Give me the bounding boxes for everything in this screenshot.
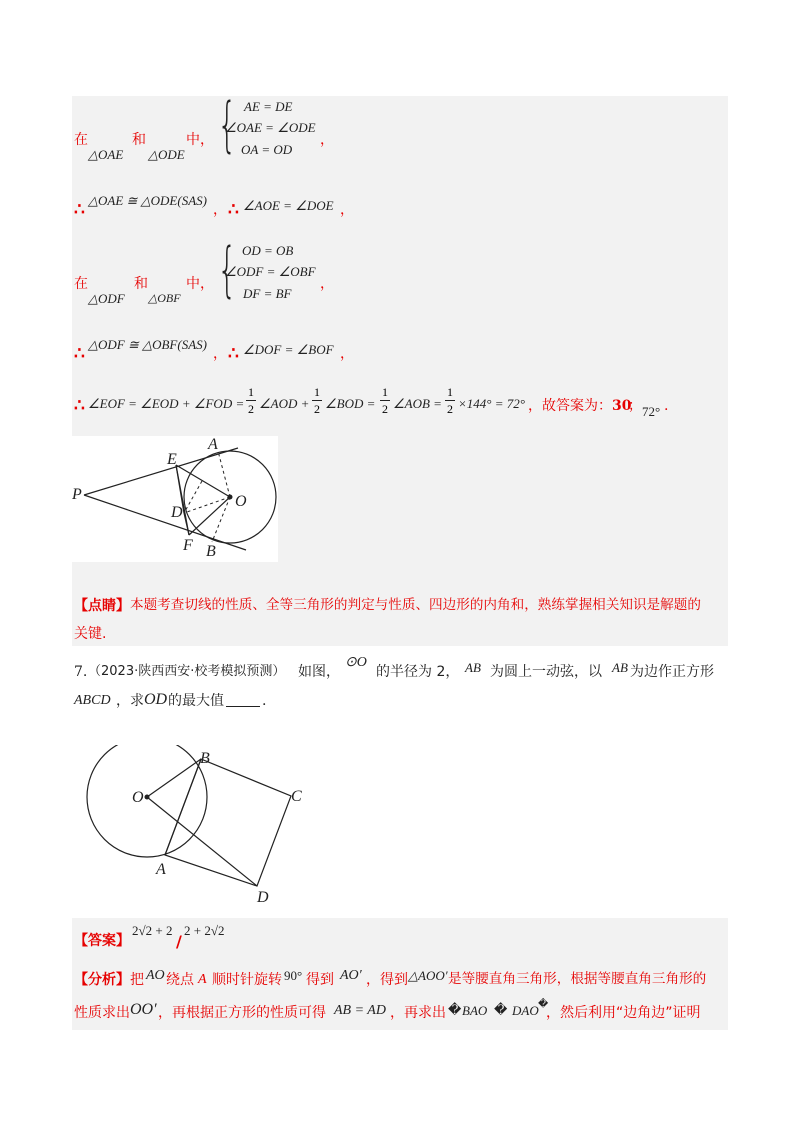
sol5-frac2-den: 2 — [314, 402, 320, 416]
sol2-end: ， — [340, 202, 354, 218]
sol5-frac4 — [445, 386, 455, 415]
sol1-eq1: AE = DE — [244, 99, 293, 114]
fig1-label-f: F — [183, 537, 193, 554]
figure1 — [72, 436, 278, 562]
q7-text-g: . — [262, 693, 267, 709]
sol5-frac3-den: 2 — [382, 402, 388, 416]
sol3-tri2: △OBF — [148, 291, 181, 305]
sol3-mid: 中， — [186, 276, 214, 292]
fig1-line-pb — [84, 495, 246, 550]
sol2-therefore2: ∴ — [228, 200, 239, 220]
q7-abcd: ABCD — [74, 693, 111, 708]
q7-answer-blank[interactable] — [226, 706, 260, 707]
answer-value2: 2 + 2√2 — [184, 923, 225, 938]
sol1-prefix: 在 — [74, 132, 88, 148]
sol5-frac2 — [312, 386, 322, 415]
fig2-line-ab — [165, 759, 201, 855]
analysis-ao: AO — [146, 968, 165, 983]
analysis-t2: 绕点 — [166, 972, 194, 988]
q7-circle-o: ⊙O — [345, 655, 367, 670]
sol1-brace: { — [217, 90, 237, 160]
sol5-frac1 — [246, 386, 256, 415]
answer-value1: 2√2 + 2 — [132, 923, 173, 938]
sol1-tri1: △OAE — [88, 147, 124, 162]
fig2-circle — [87, 745, 207, 857]
sol2-congruence: △OAE ≅ △ODE(SAS) — [88, 193, 207, 208]
sol3-brace: { — [217, 235, 237, 305]
fig1-label-e: E — [167, 451, 177, 468]
fig2-label-b: B — [200, 750, 210, 767]
fig2-label-c: C — [291, 788, 302, 805]
analysis-tri: △AOO′ — [408, 968, 448, 983]
analysis-bao: BAO — [462, 1003, 488, 1018]
sol2-angle-eq: ∠AOE = ∠DOE — [243, 198, 334, 213]
comment-text1: 本题考查切线的性质、全等三角形的判定与性质、四边形的内角和，熟练掌握相关知识是解题的 — [130, 597, 701, 613]
sol2-sep: ， — [213, 202, 227, 218]
q7-text-b: 的半径为 2， — [376, 664, 460, 680]
fig1-dash-od — [184, 497, 230, 513]
q7-ab2: AB — [612, 660, 628, 675]
sol3-eq1: OD = OB — [242, 243, 294, 258]
sol2-therefore: ∴ — [74, 200, 85, 220]
sol3-eq3: DF = BF — [243, 286, 292, 301]
sol1-eq3: OA = OD — [241, 142, 293, 157]
comment-tag: 【点睛】 — [74, 598, 130, 614]
sol5-answer-prefix: ，故答案为： — [528, 398, 612, 414]
fig2-line-ob — [147, 759, 201, 797]
q7-source: （2023·陕西西安·校考模拟预测） — [88, 664, 286, 679]
analysis-t6: 是等腰直角三角形，根据等腰直角三角形的 — [448, 971, 707, 987]
q7-number: 7. — [74, 664, 88, 680]
fig1-label-p: P — [72, 486, 82, 503]
sol1-end: ， — [320, 132, 334, 148]
analysis-dao: DAO — [512, 1003, 539, 1018]
fig1-line-fo — [189, 497, 230, 535]
fig2-label-d: D — [257, 889, 269, 906]
fig1-center-dot — [228, 495, 233, 500]
sol1-and: 和 — [132, 132, 146, 148]
sol5-eq-part5: ×144° = 72° — [458, 396, 525, 411]
analysis-t1: 把 — [130, 972, 144, 988]
q7-text-e: ，求 — [116, 693, 144, 709]
sol5-therefore: ∴ — [74, 396, 85, 416]
sol1-mid: 中， — [186, 132, 214, 148]
answer-slash: / — [176, 932, 182, 951]
analysis-abad: AB = AD — [334, 1003, 386, 1018]
analysis-q3: � — [538, 999, 549, 1010]
analysis-q2: � — [494, 1003, 508, 1018]
analysis-oop: OO′ — [130, 1001, 157, 1018]
q7-ab1: AB — [465, 660, 481, 675]
q7-text-c: 为圆上一动弦，以 — [490, 664, 602, 680]
sol3-end: ， — [320, 276, 334, 292]
fig1-dash-ob — [212, 497, 230, 542]
fig1-label-a: A — [208, 436, 218, 453]
sol3-prefix: 在 — [74, 276, 88, 292]
analysis-q1: � — [448, 1003, 462, 1018]
analysis-t8: ，再根据正方形的性质可得 — [158, 1005, 326, 1021]
q7-od: OD — [144, 691, 168, 708]
answer-tag: 【答案】 — [74, 933, 130, 949]
sol3-eq2: ∠ODF = ∠OBF — [225, 264, 316, 279]
q7-text-a: 如图， — [298, 664, 340, 680]
sol5-answer-end: . — [664, 398, 669, 414]
fig2-label-a: A — [156, 861, 166, 878]
fig2-center-dot — [145, 795, 150, 800]
sol3-and: 和 — [134, 276, 148, 292]
analysis-tag: 【分析】 — [74, 972, 130, 988]
sol5-frac3-num: 1 — [382, 385, 388, 399]
sol5-frac1-den: 2 — [248, 402, 254, 416]
q7-text-f: 的最大值 — [168, 693, 224, 709]
sol5-eq-part3: ∠BOD = — [325, 396, 376, 411]
q7-text-d: 为边作正方形 — [630, 664, 714, 680]
analysis-a: A — [198, 972, 207, 987]
sol5-frac4-den: 2 — [447, 402, 453, 416]
sol4-therefore2: ∴ — [228, 344, 239, 364]
analysis-t5: ，得到 — [366, 972, 408, 988]
sol4-end: ， — [340, 346, 354, 362]
sol5-frac3 — [380, 386, 390, 415]
sol4-angle-eq: ∠DOF = ∠BOF — [243, 342, 334, 357]
sol5-frac1-num: 1 — [248, 385, 254, 399]
sol4-congruence: △ODF ≅ △OBF(SAS) — [88, 337, 207, 352]
comment-text2: 关键. — [74, 626, 107, 642]
figure2 — [84, 745, 320, 907]
analysis-t7: 性质求出 — [74, 1005, 130, 1021]
sol5-frac4-num: 1 — [447, 385, 453, 399]
solution-panel — [72, 90, 728, 646]
fig2-label-o: O — [132, 789, 144, 806]
sol4-sep: ， — [213, 346, 227, 362]
analysis-t4: 得到 — [306, 972, 334, 988]
analysis-t10: ，然后利用“边角边”证明 — [546, 1005, 701, 1021]
sol5-answer2: 72° — [642, 404, 661, 419]
fig2-square — [165, 759, 291, 886]
fig1-label-b: B — [206, 543, 216, 560]
analysis-t9: ，再求出 — [390, 1005, 446, 1021]
sol4-therefore: ∴ — [74, 344, 85, 364]
sol1-eq2: ∠OAE = ∠ODE — [225, 120, 316, 135]
sol5-frac2-num: 1 — [314, 385, 320, 399]
fig1-label-o: O — [235, 493, 247, 510]
analysis-aop: AO′ — [340, 968, 362, 983]
sol5-eq-part1: ∠EOF = ∠EOD + ∠FOD = — [88, 396, 245, 411]
analysis-deg: 90° — [284, 968, 303, 983]
fig1-dash-oa — [218, 451, 230, 497]
sol5-eq-part4: ∠AOB = — [393, 396, 442, 411]
sol5-eq-part2: ∠AOD + — [259, 396, 310, 411]
sol5-answer-sep: ； — [628, 398, 642, 414]
sol1-tri2: △ODE — [148, 147, 185, 162]
fig1-label-d: D — [171, 504, 183, 521]
sol3-tri1: △ODF — [88, 291, 125, 306]
sol5-answer1: 30 — [612, 398, 632, 414]
analysis-t3: 顺时针旋转 — [212, 972, 282, 988]
